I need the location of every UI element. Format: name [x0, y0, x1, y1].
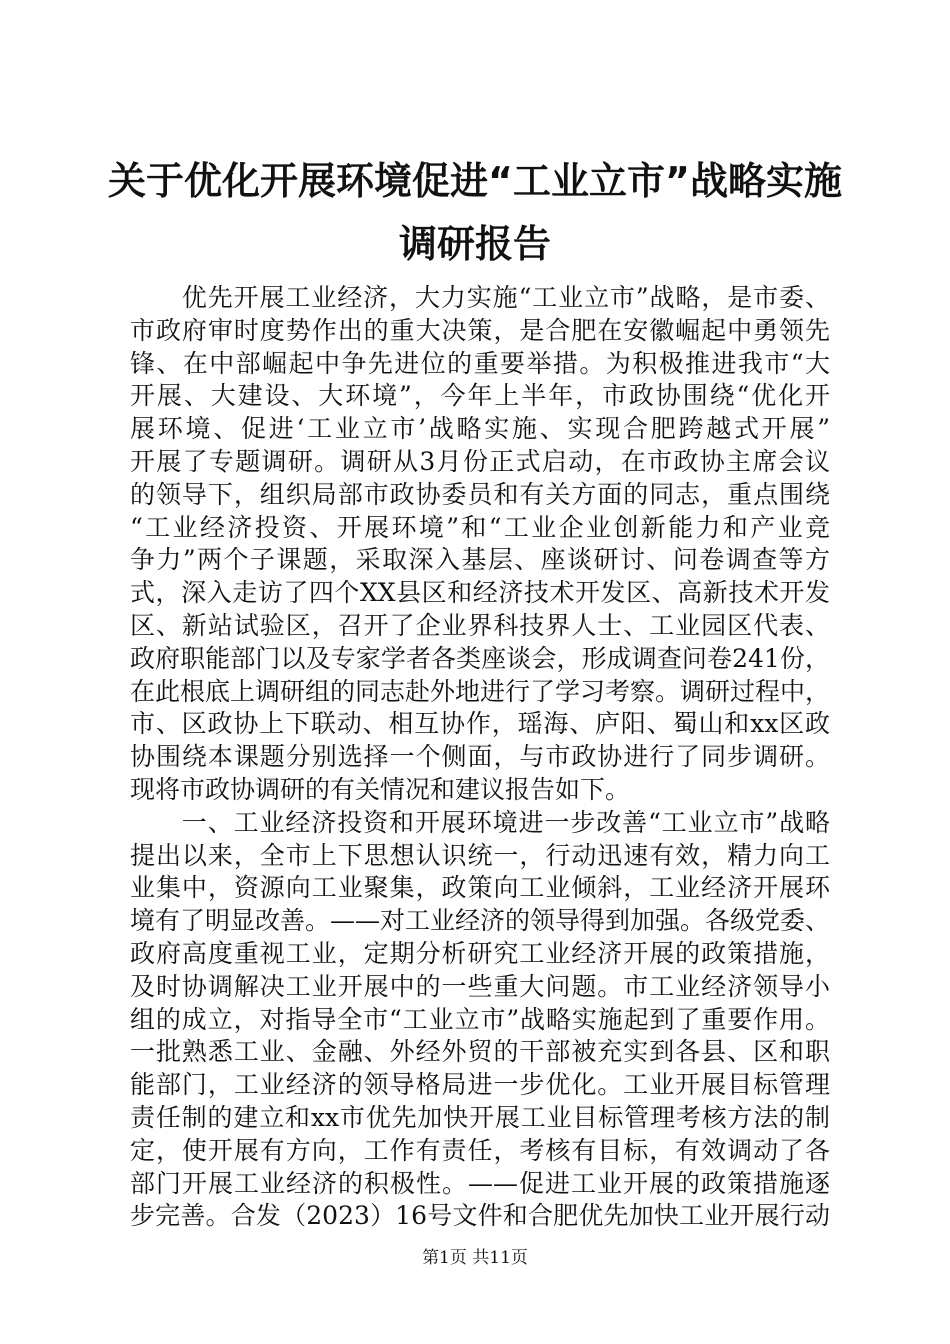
text-line: 组的成立，对指导全市“工业立市”战略实施起到了重要作用。 [130, 1004, 830, 1034]
text-line: 提出以来，全市上下思想认识统一，行动迅速有效，精力向工 [130, 840, 830, 870]
text-line: 政府高度重视工业，定期分析研究工业经济开展的政策措施， [130, 938, 830, 968]
text-line: 及时协调解决工业开展中的一些重大问题。市工业经济领导小 [130, 971, 830, 1001]
text-line: 锋、在中部崛起中争先进位的重要举措。为积极推进我市“大 [130, 348, 830, 378]
text-line: 境有了明显改善。——对工业经济的领导得到加强。各级党委、 [130, 906, 831, 936]
text-line: 市政府审时度势作出的重大决策，是合肥在安徽崛起中勇领先 [130, 315, 830, 345]
text-line: 现将市政协调研的有关情况和建议报告如下。 [130, 774, 631, 804]
text-line: 市、区政协上下联动、相互协作，瑶海、庐阳、蜀山和xx区政 [130, 709, 830, 739]
text-line: 争力”两个子课题，采取深入基层、座谈研讨、问卷调查等方 [130, 545, 830, 575]
page-number-footer: 第1页 共11页 [422, 1248, 528, 1268]
text-line: 协围绕本课题分别选择一个侧面，与市政协进行了同步调研。 [130, 742, 830, 772]
paragraph [130, 282, 830, 807]
text-line: 一、工业经济投资和开展环境进一步改善“工业立市”战略 [130, 807, 830, 837]
text-line: 开展了专题调研。调研从3月份正式启动，在市政协主席会议 [130, 446, 830, 476]
text-line: 区、新站试验区，召开了企业界科技界人士、工业园区代表、 [130, 610, 830, 640]
text-line: 政府职能部门以及专家学者各类座谈会，形成调查问卷241份， [130, 643, 830, 673]
paragraph [130, 807, 830, 1233]
text-line: 开展、大建设、大环境”，今年上半年，市政协围绕“优化开 [130, 381, 830, 411]
text-line: 责任制的建立和xx市优先加快开展工业目标管理考核方法的制 [130, 1102, 830, 1132]
text-line: 业集中，资源向工业聚集，政策向工业倾斜，工业经济开展环 [130, 873, 830, 903]
text-line: 定，使开展有方向，工作有责任，考核有目标，有效调动了各 [130, 1135, 830, 1165]
text-line: 一批熟悉工业、金融、外经外贸的干部被充实到各县、区和职 [130, 1037, 830, 1067]
text-line: 优先开展工业经济，大力实施“工业立市”战略，是市委、 [130, 283, 830, 312]
text-line: 在此根底上调研组的同志赴外地进行了学习考察。调研过程中， [130, 676, 831, 706]
text-line: 展环境、促进‘工业立市’战略实施、实现合肥跨越式开展” [130, 414, 830, 444]
text-line: 能部门，工业经济的领导格局进一步优化。工业开展目标管理 [130, 1070, 830, 1100]
text-line: 步完善。合发（2023）16号文件和合肥优先加快工业开展行动 [130, 1201, 830, 1231]
text-line: 部门开展工业经济的积极性。——促进工业开展的政策措施逐 [130, 1168, 830, 1198]
document-title-line-1: 关于优化开展环境促进“工业立市”战略实施 [108, 159, 842, 203]
text-line: 的领导下，组织局部市政协委员和有关方面的同志，重点围绕 [130, 479, 830, 509]
document-title-line-2: 调研报告 [398, 222, 551, 266]
text-line: 式，深入走访了四个XX县区和经济技术开发区、高新技术开发 [130, 578, 830, 608]
text-line: “工业经济投资、开展环境”和“工业企业创新能力和产业竞 [130, 512, 830, 542]
document-body [130, 282, 830, 1233]
